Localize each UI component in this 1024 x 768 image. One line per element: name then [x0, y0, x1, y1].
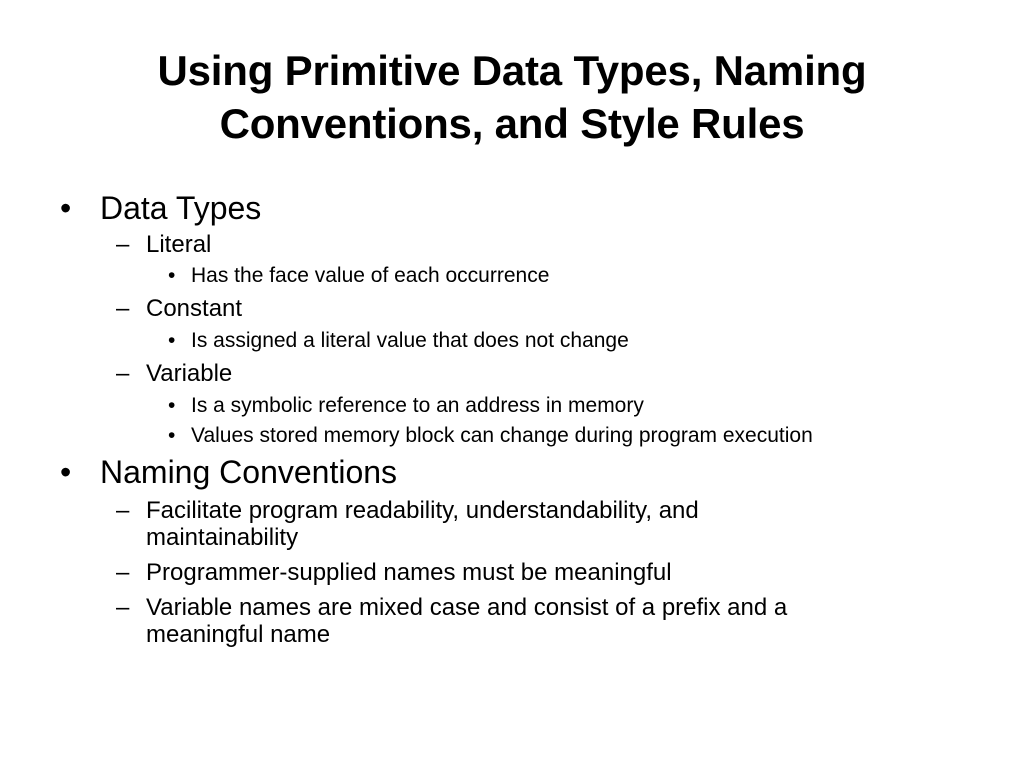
- sub-bullet-text: meaningful name: [146, 621, 331, 648]
- detail-bullet-text: Has the face value of each occurrence: [191, 264, 550, 287]
- sub-bullet-text: Programmer-supplied names must be meaningful: [146, 559, 672, 586]
- detail-bullet-marker: •: [168, 329, 176, 352]
- sub-bullet-marker: –: [116, 295, 130, 322]
- detail-bullet-marker: •: [168, 264, 176, 287]
- bullet-text: Data Types: [100, 190, 262, 226]
- sub-bullet-text: Constant: [146, 295, 243, 322]
- sub-bullet-marker: –: [116, 231, 130, 258]
- detail-bullet-text: Values stored memory block can change during program execution: [191, 424, 813, 447]
- bullet-text: Naming Conventions: [100, 454, 398, 490]
- sub-bullet-text: Variable names are mixed case and consist of a prefix and a: [146, 594, 788, 621]
- bullet-marker: •: [60, 454, 72, 490]
- sub-bullet-marker: –: [116, 497, 130, 524]
- bullet-marker: •: [60, 190, 72, 226]
- sub-bullet-text: maintainability: [146, 524, 299, 551]
- sub-bullet-text: Variable: [146, 360, 233, 387]
- detail-bullet-marker: •: [168, 394, 176, 417]
- sub-bullet-text: Facilitate program readability, understandability, and: [146, 497, 699, 524]
- slide-title-line-1: Using Primitive Data Types, Naming: [157, 47, 867, 94]
- sub-bullet-marker: –: [116, 594, 130, 621]
- detail-bullet-text: Is assigned a literal value that does not change: [191, 329, 629, 352]
- sub-bullet-marker: –: [116, 360, 130, 387]
- detail-bullet-text: Is a symbolic reference to an address in memory: [191, 394, 644, 417]
- sub-bullet-text: Literal: [146, 231, 212, 258]
- sub-bullet-marker: –: [116, 559, 130, 586]
- slide-title-line-2: Conventions, and Style Rules: [219, 100, 805, 147]
- detail-bullet-marker: •: [168, 424, 176, 447]
